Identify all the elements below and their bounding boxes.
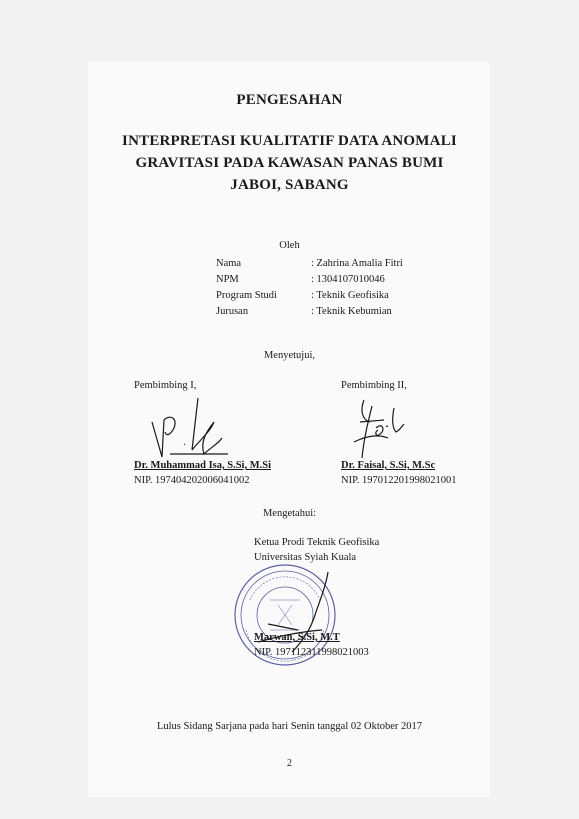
title-line-3: JABOI, SABANG xyxy=(230,177,349,193)
supervisor1-name: Dr. Muhammad Isa, S.Si, M.Si xyxy=(134,460,272,471)
supervisor2-role: Pembimbing II, xyxy=(341,380,407,391)
head-name: Marwan, S.Si, M.T xyxy=(254,632,340,643)
approved-label: Menyetujui, xyxy=(263,350,316,361)
title-line-1: INTERPRETASI KUALITATIF DATA ANOMALI xyxy=(122,133,457,149)
footer-note: Lulus Sidang Sarjana pada hari Senin tanggal 02 Oktober 2017 xyxy=(156,721,423,732)
supervisor2-name: Dr. Faisal, S.Si, M.Sc xyxy=(341,460,436,471)
supervisor1-role: Pembimbing I, xyxy=(134,380,197,391)
supervisor1-signature xyxy=(140,392,240,462)
head-title: Ketua Prodi Teknik Geofisika xyxy=(254,537,380,548)
page-number: 2 xyxy=(287,758,292,769)
supervisor2-signature xyxy=(342,392,412,462)
head-nip: NIP. 197112311998021003 xyxy=(254,647,369,658)
identity-label-program: Program Studi xyxy=(216,290,277,301)
university-name: Universitas Syiah Kuala xyxy=(254,552,357,563)
identity-value-program: : Teknik Geofisika xyxy=(311,290,389,301)
identity-value-npm: : 1304107010046 xyxy=(311,274,385,285)
page-heading: PENGESAHAN xyxy=(236,92,343,108)
identity-label-name: Nama xyxy=(216,258,242,269)
acknowledged-label: Mengetahui: xyxy=(262,508,317,519)
identity-value-department: : Teknik Kebumian xyxy=(311,306,392,317)
title-line-2: GRAVITASI PADA KAWASAN PANAS BUMI xyxy=(135,155,444,171)
identity-label-npm: NPM xyxy=(216,274,239,285)
by-label: Oleh xyxy=(279,240,300,251)
supervisor2-nip: NIP. 197012201998021001 xyxy=(341,475,457,486)
identity-label-department: Jurusan xyxy=(216,306,249,317)
identity-value-name: : Zahrina Amalia Fitri xyxy=(311,258,403,269)
supervisor1-nip: NIP. 197404202006041002 xyxy=(134,475,250,486)
